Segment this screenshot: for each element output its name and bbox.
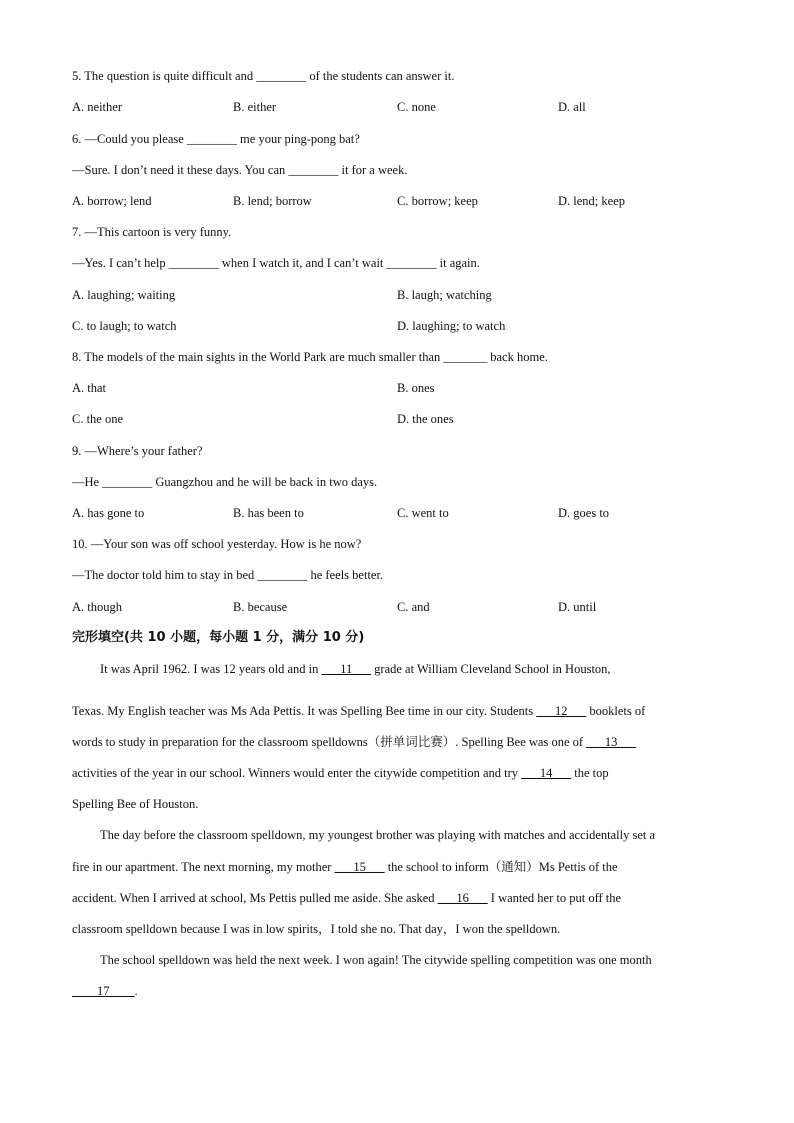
blank-16: ___16___	[437, 891, 488, 905]
question-5-option-b: B. either	[233, 100, 277, 114]
question-8-option-c: C. the one	[72, 412, 124, 426]
question-9-option-d: D. goes to	[558, 506, 610, 520]
passage-line: words to study in preparation for the classroom spelldowns（拼单词比赛）. Spelling Bee was one of ___13___	[72, 735, 637, 749]
question-8-stem: 8. The models of the main sights in the World Park are much smaller than _______ back home.	[72, 350, 548, 364]
question-9-stem: 9. —Where’s your father?	[72, 444, 203, 458]
blank-11: ___11___	[321, 662, 372, 676]
question-10-response: —The doctor told him to stay in bed ________ he feels better.	[72, 568, 384, 582]
question-7-option-d: D. laughing; to watch	[397, 319, 506, 333]
question-6-option-c: C. borrow; keep	[397, 194, 478, 208]
section-title: 完形填空(共 10 小题，每小题 1 分，满分 10 分)	[72, 630, 365, 645]
question-10-option-d: D. until	[558, 600, 597, 614]
question-10-stem: 10. —Your son was off school yesterday. How is he now?	[72, 537, 362, 551]
question-5-option-d: D. all	[558, 100, 586, 114]
question-5-stem: 5. The question is quite difficult and ________ of the students can answer it.	[72, 69, 455, 83]
question-6-option-d: D. lend; keep	[558, 194, 625, 208]
passage-line: The school spelldown was held the next week. I won again! The citywide spelling competition was one month	[100, 953, 652, 967]
blank-15: ___15___	[334, 860, 385, 874]
passage-line: activities of the year in our school. Winners would enter the citywide competition and try ___14___ the top	[72, 766, 609, 780]
passage-line: fire in our apartment. The next morning, my mother ___15___ the school to inform（通知）Ms Pettis of the	[72, 860, 618, 874]
question-7-option-b: B. laugh; watching	[397, 288, 492, 302]
question-10-option-a: A. though	[72, 600, 122, 614]
question-9-option-c: C. went to	[397, 506, 449, 520]
blank-13: ___13___	[586, 735, 637, 749]
question-10-option-b: B. because	[233, 600, 288, 614]
question-9-option-b: B. has been to	[233, 506, 304, 520]
question-8-option-b: B. ones	[397, 381, 435, 395]
question-6-option-b: B. lend; borrow	[233, 194, 312, 208]
blank-14: ___14___	[521, 766, 572, 780]
passage-line: Spelling Bee of Houston.	[72, 797, 199, 811]
question-6-stem: 6. —Could you please ________ me your ping-pong bat?	[72, 132, 360, 146]
passage-line: It was April 1962. I was 12 years old and in ___11___ grade at William Cleveland School in Houston,	[100, 662, 611, 676]
question-5-option-a: A. neither	[72, 100, 122, 114]
question-6-response: —Sure. I don’t need it these days. You can ________ it for a week.	[72, 163, 408, 177]
question-9-response: —He ________ Guangzhou and he will be back in two days.	[72, 475, 378, 489]
passage-line: Texas. My English teacher was Ms Ada Pettis. It was Spelling Bee time in our city. Students ___12___ booklets of	[72, 704, 646, 718]
question-7-stem: 7. —This cartoon is very funny.	[72, 225, 232, 239]
passage-line: ____17____.	[72, 984, 138, 998]
question-7-option-c: C. to laugh; to watch	[72, 319, 177, 333]
question-9-option-a: A. has gone to	[72, 506, 145, 520]
blank-17: ____17____	[72, 984, 135, 998]
passage-line: classroom spelldown because I was in low spirits，I told she no. That day，I won the spelldown.	[72, 922, 561, 936]
blank-12: ___12___	[536, 704, 587, 718]
question-6-option-a: A. borrow; lend	[72, 194, 152, 208]
passage-line: accident. When I arrived at school, Ms Pettis pulled me aside. She asked ___16___ I wanted her to put off the	[72, 891, 622, 905]
passage-line: The day before the classroom spelldown, my youngest brother was playing with matches and accidentally set a	[100, 828, 656, 842]
question-7-option-a: A. laughing; waiting	[72, 288, 176, 302]
question-7-response: —Yes. I can’t help ________ when I watch it, and I can’t wait ________ it again.	[72, 256, 480, 270]
question-8-option-a: A. that	[72, 381, 107, 395]
question-10-option-c: C. and	[397, 600, 430, 614]
question-5-option-c: C. none	[397, 100, 436, 114]
question-8-option-d: D. the ones	[397, 412, 454, 426]
